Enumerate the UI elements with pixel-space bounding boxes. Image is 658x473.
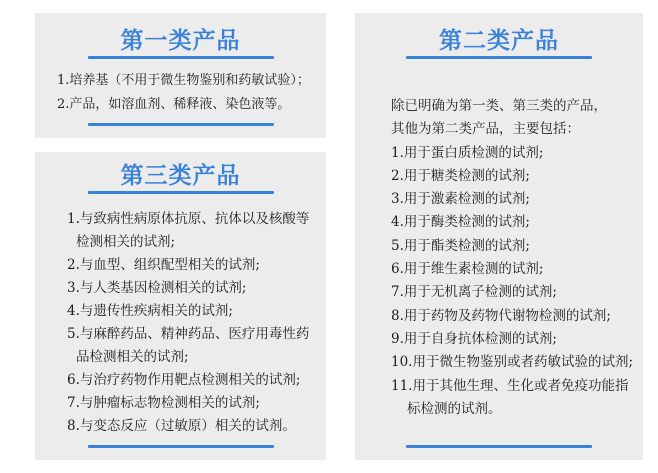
panel-category-1-body [35,69,326,117]
panel-category-3 [35,152,326,460]
panel-category-2-body [355,95,643,421]
body-line: 其他为第二类产品，主要包括： [391,121,580,138]
body-line: 1.与致病性病原体抗原、抗体以及核酸等 [67,211,310,227]
panel-category-3-title: 第三类产品 [120,162,241,188]
bottom-underline [88,123,274,126]
title-underline [88,56,274,59]
title-underline [88,191,274,194]
body-line: 1.用于蛋白质检测的试剂; [391,144,544,161]
body-line: 3.用于激素检测的试剂; [391,191,530,208]
panel-category-3-body [35,208,326,438]
body-line: 1.培养基（不用于微生物鉴别和药敏试验）； [57,73,310,88]
bottom-underline [88,445,274,448]
panel-category-2-title: 第二类产品 [439,27,559,53]
body-line: 4.用于酶类检测的试剂; [391,214,530,231]
body-line: 10.用于微生物鉴别或者药敏试验的试剂; [391,354,634,371]
bottom-underline [406,445,592,448]
body-line: 8.用于药物及药物代谢物检测的试剂; [391,307,611,324]
body-line: 3.与人类基因检测相关的试剂; [67,280,247,296]
panel-category-2 [355,13,643,460]
panel-category-1-title: 第一类产品 [120,27,241,53]
body-line-continuation: 标检测的试剂。 [407,400,502,417]
body-line: 6.与治疗药物作用靶点检测相关的试剂; [67,372,301,388]
body-line: 4.与遗传性疾病相关的试剂; [67,303,233,319]
body-line: 11.用于其他生理、生化或者免疫功能指 [391,377,629,394]
body-line: 7.与肿瘤标志物检测相关的试剂; [67,395,260,411]
body-line: 2.与血型、组织配型相关的试剂; [67,257,260,273]
panel-category-1 [35,13,326,138]
body-line: 2.产品，如溶血剂、稀释液、染色液等。 [57,97,291,112]
body-line: 8.与变态反应（过敏原）相关的试剂。 [67,418,296,434]
body-line: 5.用于酯类检测的试剂; [391,237,530,254]
body-line: 7.用于无机离子检测的试剂; [391,284,557,301]
body-line-continuation: 检测相关的试剂; [76,234,176,250]
body-line: 5.与麻醉药品、精神药品、医疗用毒性药 [67,326,310,342]
body-line-continuation: 品检测相关的试剂; [76,349,189,365]
body-line: 6.用于维生素检测的试剂; [391,261,544,278]
title-underline [406,56,592,59]
body-line: 2.用于糖类检测的试剂; [391,167,530,184]
body-line: 除已明确为第一类、第三类的产品， [391,98,607,114]
body-line: 9.用于自身抗体检测的试剂; [391,330,557,347]
